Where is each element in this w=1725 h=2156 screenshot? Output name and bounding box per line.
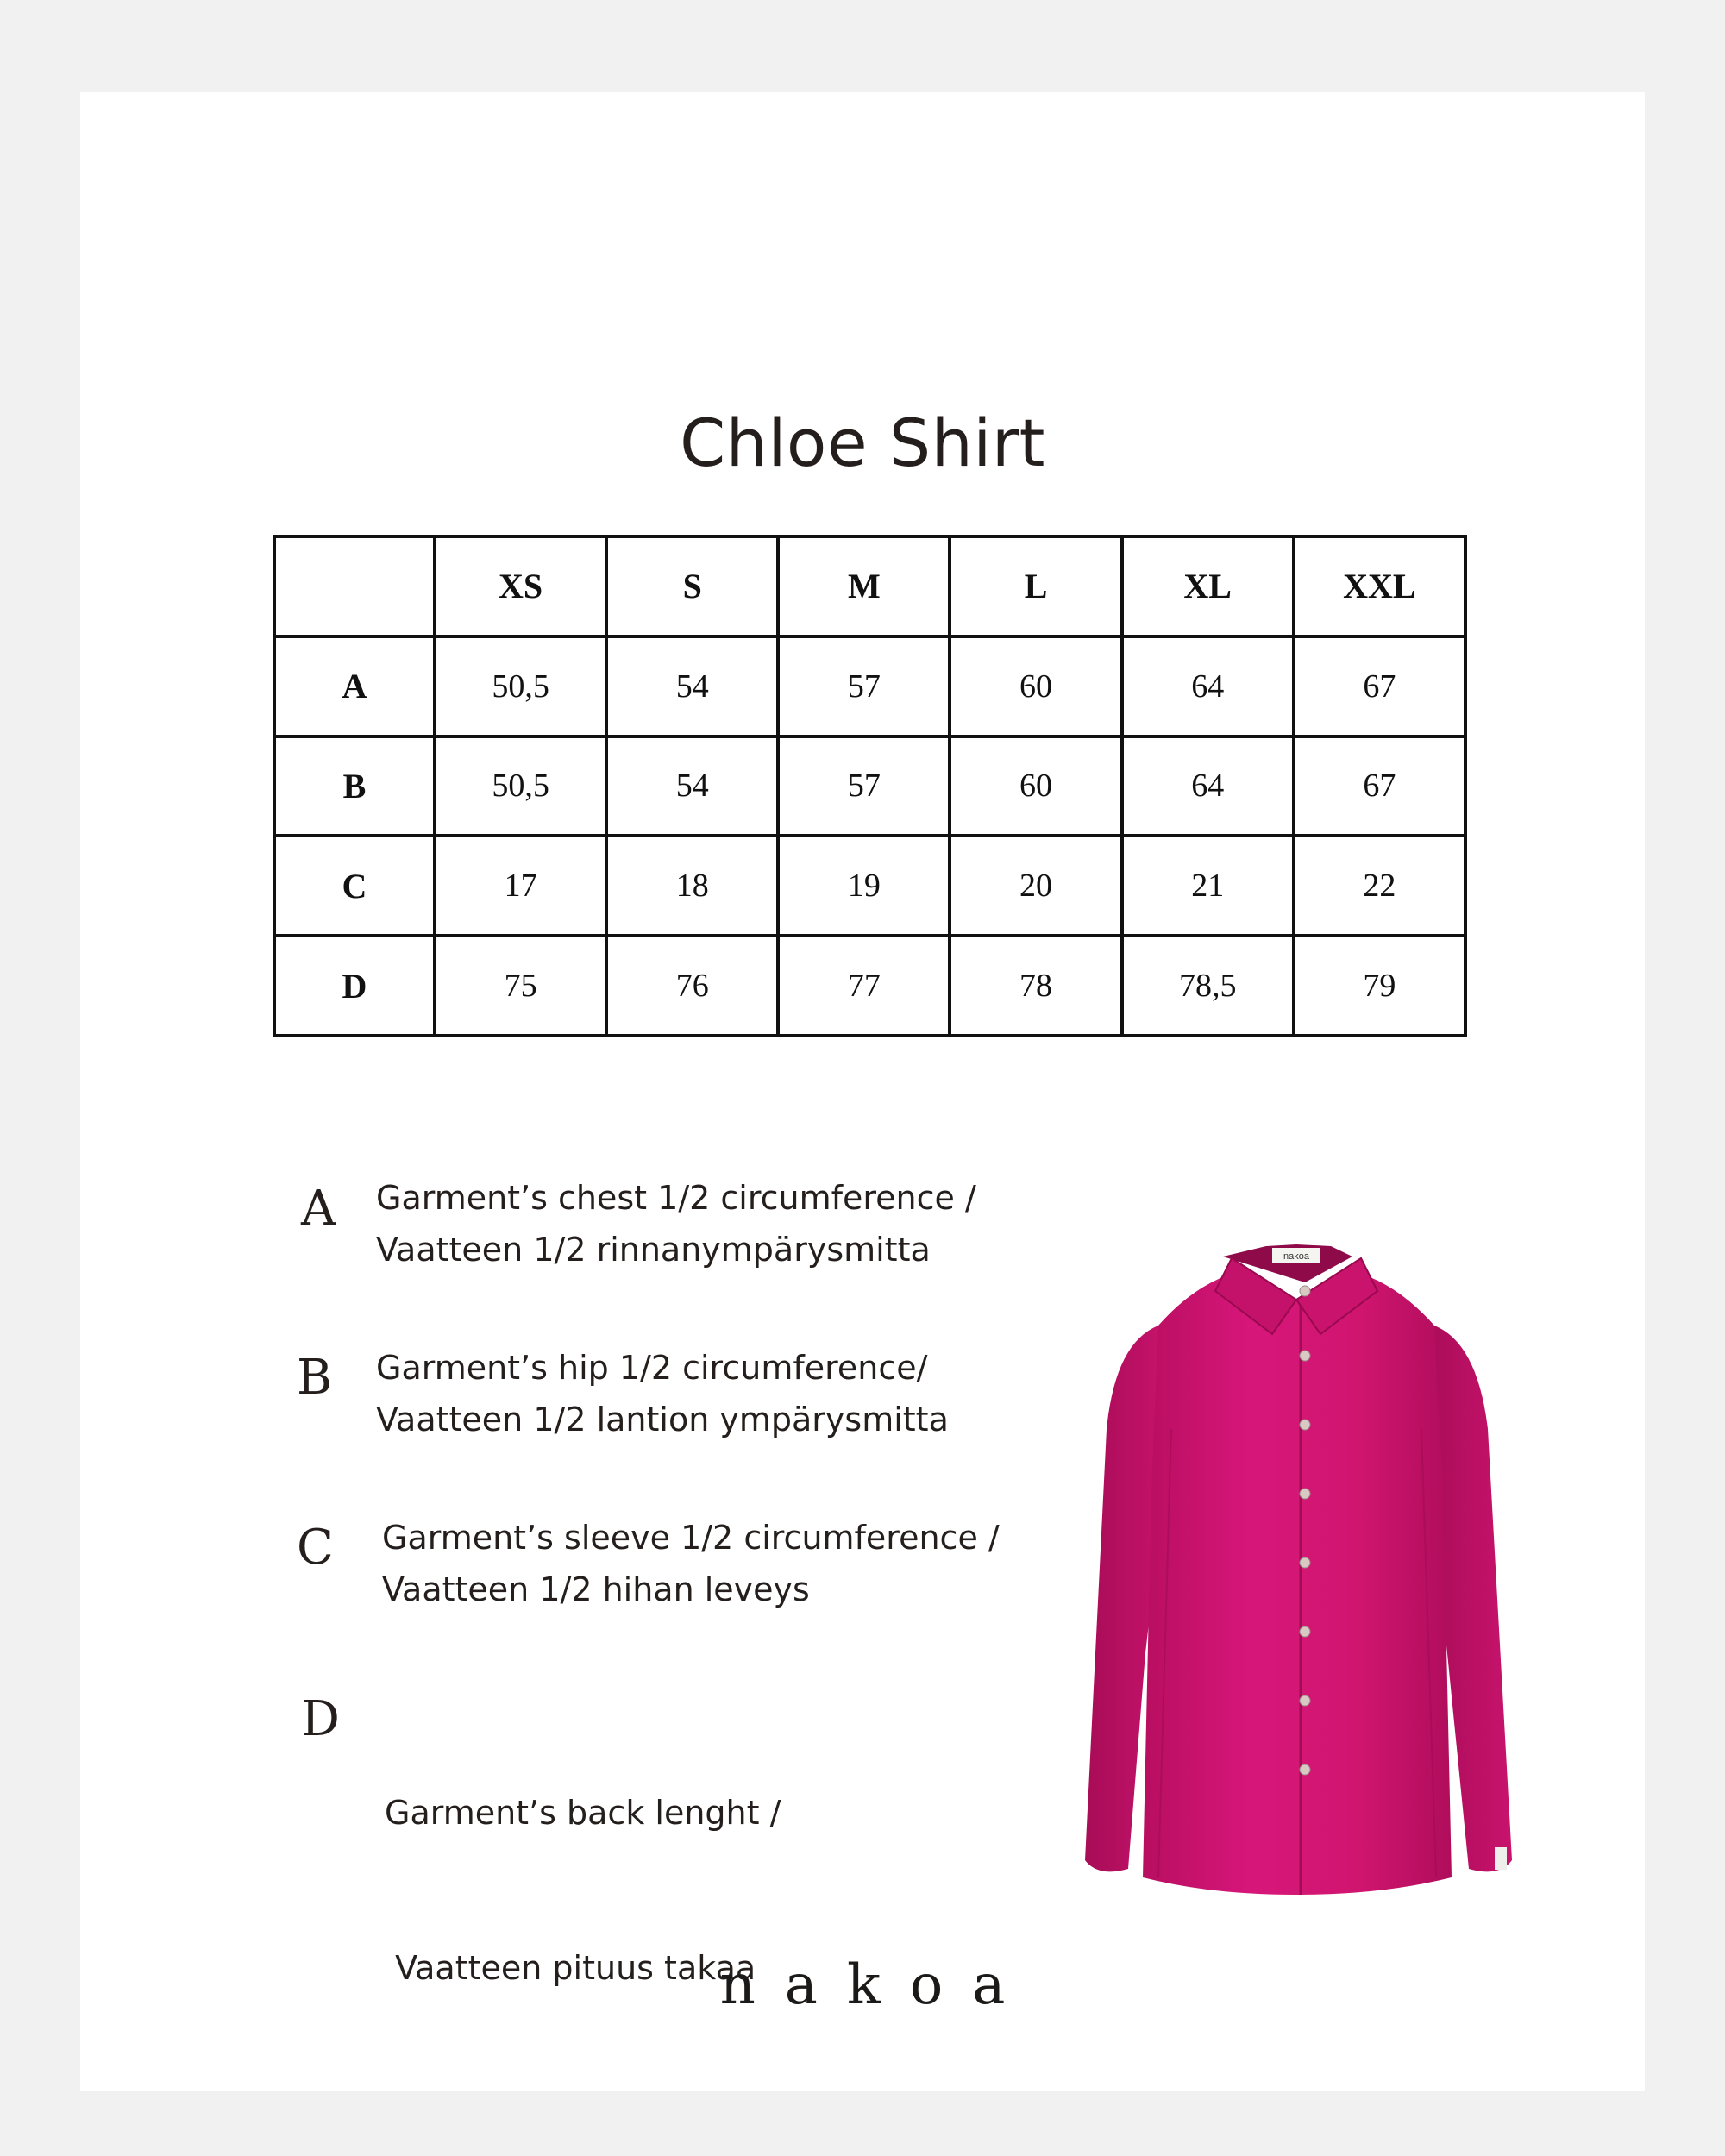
brand-logo: nakoa xyxy=(719,1953,1035,2017)
table-row xyxy=(274,736,1465,837)
shirt-photo xyxy=(1046,1205,1546,1903)
row-label: A xyxy=(274,636,435,736)
legend-letter-c: C xyxy=(297,1520,334,1576)
legend-text-c xyxy=(382,1512,1000,1615)
legend-letter-d: D xyxy=(301,1691,340,1747)
table-cell: 21 xyxy=(1122,836,1294,936)
legend-text-d xyxy=(385,1683,781,2097)
legend-line: Garment’s back lenght / xyxy=(385,1794,781,1832)
size-header-xs: XS xyxy=(435,536,606,636)
size-header-l: L xyxy=(950,536,1121,636)
table-cell: 78 xyxy=(950,936,1121,1036)
legend-line: Garment’s chest 1/2 circumference / xyxy=(376,1179,976,1217)
shirt-body xyxy=(1143,1274,1452,1895)
table-cell: 57 xyxy=(778,736,950,837)
table-cell: 67 xyxy=(1294,736,1465,837)
table-cell: 60 xyxy=(950,736,1121,837)
page-title: Chloe Shirt xyxy=(680,404,1045,481)
table-cell: 67 xyxy=(1294,636,1465,736)
table-cell: 60 xyxy=(950,636,1121,736)
table-cell: 76 xyxy=(606,936,778,1036)
table-cell: 57 xyxy=(778,636,950,736)
table-row xyxy=(274,636,1465,736)
legend-line: Garment’s hip 1/2 circumference/ xyxy=(376,1349,928,1387)
table-row xyxy=(274,836,1465,936)
table-cell: 19 xyxy=(778,836,950,936)
table-cell: 64 xyxy=(1122,636,1294,736)
size-chart-card xyxy=(80,92,1645,2091)
legend-text-a xyxy=(376,1172,976,1275)
size-table xyxy=(273,535,1467,1037)
legend-line: Vaatteen 1/2 hihan leveys xyxy=(382,1570,810,1608)
table-cell: 75 xyxy=(435,936,606,1036)
table-cell: 77 xyxy=(778,936,950,1036)
table-cell: 22 xyxy=(1294,836,1465,936)
table-cell: 50,5 xyxy=(435,736,606,837)
legend-text-b xyxy=(376,1342,949,1445)
neck-label-text: nakoa xyxy=(1283,1251,1309,1262)
table-cell: 50,5 xyxy=(435,636,606,736)
table-cell: 54 xyxy=(606,736,778,837)
table-row xyxy=(274,936,1465,1036)
size-table-header-row xyxy=(274,536,1465,636)
legend-line: Vaatteen 1/2 rinnanympärysmitta xyxy=(376,1231,931,1269)
row-label: B xyxy=(274,736,435,837)
legend-letter-a: A xyxy=(301,1181,336,1237)
table-corner-cell xyxy=(274,536,435,636)
table-cell: 79 xyxy=(1294,936,1465,1036)
row-label: C xyxy=(274,836,435,936)
size-header-xl: XL xyxy=(1122,536,1294,636)
legend-line: Vaatteen 1/2 lantion ympärysmitta xyxy=(376,1401,949,1438)
table-cell: 17 xyxy=(435,836,606,936)
row-label: D xyxy=(274,936,435,1036)
size-header-m: M xyxy=(778,536,950,636)
size-header-s: S xyxy=(606,536,778,636)
table-cell: 20 xyxy=(950,836,1121,936)
table-cell: 78,5 xyxy=(1122,936,1294,1036)
legend-letter-b: B xyxy=(297,1350,333,1406)
table-cell: 18 xyxy=(606,836,778,936)
legend-line: Vaatteen pituus takaa xyxy=(385,1949,756,1987)
table-cell: 54 xyxy=(606,636,778,736)
table-cell: 64 xyxy=(1122,736,1294,837)
size-header-xxl: XXL xyxy=(1294,536,1465,636)
legend-line: Garment’s sleeve 1/2 circumference / xyxy=(382,1519,1000,1557)
